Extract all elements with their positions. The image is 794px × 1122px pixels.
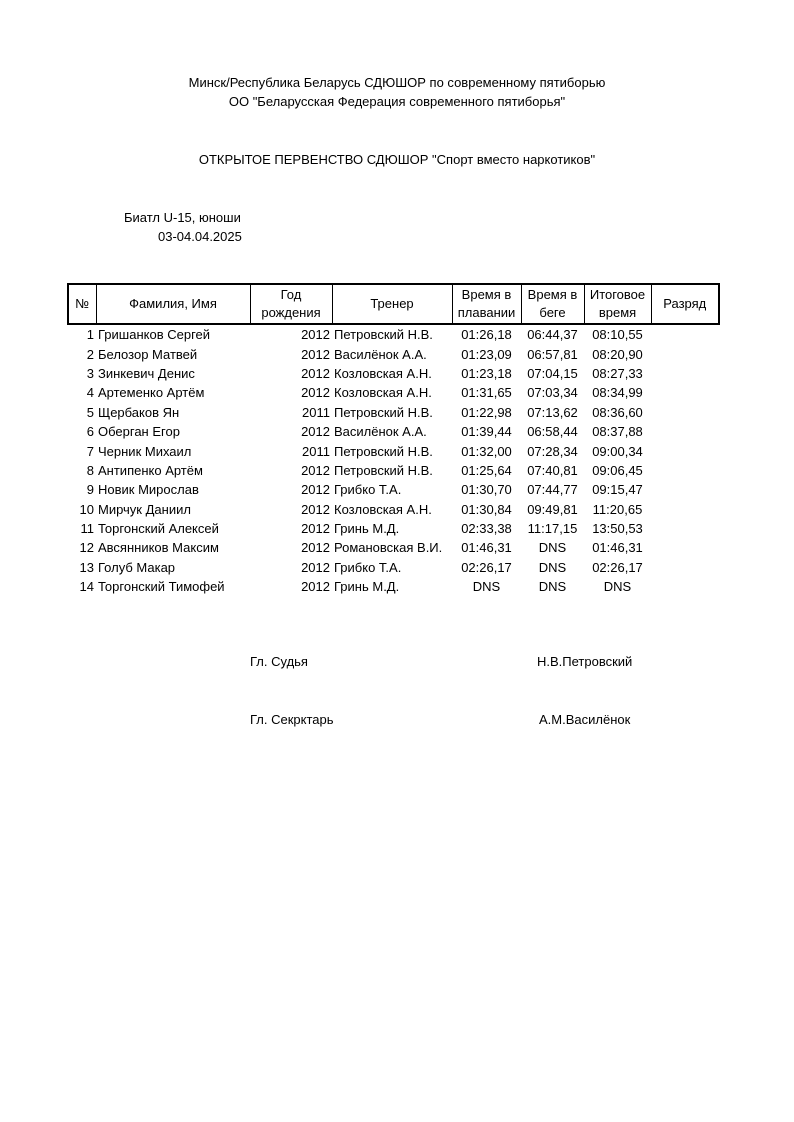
- cell-birth-year: 2012: [301, 540, 330, 556]
- cell-swim-time: 02:33,38: [461, 521, 512, 537]
- cell-num: 9: [86, 482, 94, 498]
- cell-birth-year: 2012: [301, 424, 330, 440]
- cell-run-time: 07:40,81: [527, 462, 578, 478]
- header-name: Фамилия, Имя: [96, 284, 250, 324]
- cell-run-time: 07:03,34: [527, 385, 578, 401]
- header-swim-time-line1: Время в: [461, 287, 512, 302]
- cell-name: Голуб Макар: [98, 559, 176, 575]
- cell-rank: [651, 344, 719, 363]
- cell-run-time: 07:04,15: [527, 365, 578, 381]
- cell-swim-time: 01:30,84: [461, 501, 512, 517]
- cell-name: Белозор Матвей: [98, 346, 198, 362]
- cell-rank: [651, 480, 719, 499]
- header-run-time-line1: Время в: [527, 287, 578, 302]
- cell-swim-time: 01:30,70: [461, 482, 512, 498]
- cell-swim-time: 02:26,17: [461, 559, 512, 575]
- cell-rank: [651, 461, 719, 480]
- cell-coach: Козловская А.Н.: [334, 365, 432, 381]
- cell-total-time: 08:37,88: [592, 424, 643, 440]
- cell-run-time: 07:13,62: [527, 404, 578, 420]
- cell-num: 5: [86, 404, 94, 420]
- cell-coach: Гринь М.Д.: [334, 521, 400, 537]
- organization-line-2: ОО "Беларусская Федерация современного пятиборья": [228, 94, 566, 109]
- cell-num: 2: [86, 346, 94, 362]
- cell-total-time: 08:10,55: [592, 327, 643, 343]
- cell-swim-time: DNS: [472, 579, 501, 595]
- cell-birth-year: 2012: [301, 579, 330, 595]
- cell-rank: [651, 364, 719, 383]
- cell-total-time: 09:00,34: [592, 443, 643, 459]
- chief-secretary-name: А.М.Василёнок: [539, 712, 631, 727]
- cell-total-time: 09:15,47: [592, 482, 643, 498]
- header-total-time-line1: Итоговое: [589, 287, 646, 302]
- cell-birth-year: 2012: [301, 482, 330, 498]
- event-dates: 03-04.04.2025: [158, 229, 242, 244]
- cell-rank: [651, 403, 719, 422]
- cell-name: Мирчук Даниил: [98, 501, 191, 517]
- cell-swim-time: 01:26,18: [461, 327, 512, 343]
- cell-run-time: 06:57,81: [527, 346, 578, 362]
- cell-birth-year: 2011: [302, 404, 330, 420]
- header-swim-time: [452, 284, 521, 324]
- cell-birth-year: 2012: [301, 327, 330, 343]
- cell-rank: [651, 519, 719, 538]
- cell-swim-time: 01:25,64: [461, 462, 512, 478]
- cell-num: 14: [79, 579, 94, 595]
- cell-run-time: DNS: [538, 579, 567, 595]
- header-coach: Тренер: [332, 284, 452, 324]
- cell-run-time: 11:17,15: [527, 521, 578, 537]
- cell-swim-time: 01:23,09: [461, 346, 512, 362]
- cell-coach: Петровский Н.В.: [334, 462, 433, 478]
- cell-swim-time: 01:32,00: [461, 443, 512, 459]
- table-row: [68, 480, 719, 499]
- cell-name: Гришанков Сергей: [98, 327, 211, 343]
- cell-birth-year: 2011: [302, 443, 330, 459]
- cell-total-time: 08:34,99: [592, 385, 643, 401]
- header-birth-year: [250, 284, 332, 324]
- cell-coach: Петровский Н.В.: [334, 404, 433, 420]
- cell-name: Антипенко Артём: [98, 462, 203, 478]
- cell-total-time: 13:50,53: [592, 521, 643, 537]
- cell-rank: [651, 577, 719, 596]
- cell-name: Черник Михаил: [98, 443, 192, 459]
- cell-name: Торгонский Алексей: [98, 521, 219, 537]
- table-row: [68, 577, 719, 596]
- table-row: [68, 324, 719, 344]
- organization-line-1: Минск/Республика Беларусь СДЮШОР по современному пятиборью: [188, 75, 606, 90]
- cell-swim-time: 01:31,65: [461, 385, 512, 401]
- header-num: №: [68, 284, 96, 324]
- cell-num: 7: [86, 443, 94, 459]
- chief-judge-title: Гл. Судья: [250, 654, 308, 669]
- chief-judge-name: Н.В.Петровский: [537, 654, 633, 669]
- cell-name: Оберган Егор: [98, 424, 180, 440]
- cell-total-time: 08:20,90: [592, 346, 643, 362]
- cell-total-time: 11:20,65: [592, 501, 643, 517]
- cell-birth-year: 2012: [301, 521, 330, 537]
- cell-swim-time: 01:22,98: [461, 404, 512, 420]
- cell-birth-year: 2012: [301, 501, 330, 517]
- cell-rank: [651, 558, 719, 577]
- cell-num: 1: [86, 327, 94, 343]
- results-table: [67, 283, 720, 596]
- cell-rank: [651, 383, 719, 402]
- cell-run-time: 06:58,44: [527, 424, 578, 440]
- cell-num: 10: [79, 501, 94, 517]
- cell-name: Артеменко Артём: [98, 385, 205, 401]
- cell-num: 3: [86, 365, 94, 381]
- cell-coach: Козловская А.Н.: [334, 385, 432, 401]
- cell-total-time: 02:26,17: [592, 559, 643, 575]
- table-row: [68, 422, 719, 441]
- cell-swim-time: 01:39,44: [461, 424, 512, 440]
- cell-rank: [651, 538, 719, 557]
- cell-rank: [651, 500, 719, 519]
- cell-num: 11: [80, 521, 94, 537]
- cell-rank: [651, 324, 719, 344]
- cell-birth-year: 2012: [301, 346, 330, 362]
- header-birth-year-line1: Год: [280, 287, 302, 302]
- header-run-time-line2: беге: [539, 305, 566, 320]
- cell-coach: Петровский Н.В.: [334, 327, 433, 343]
- cell-run-time: 09:49,81: [527, 501, 578, 517]
- chief-secretary-title: Гл. Секрктарь: [250, 712, 334, 727]
- cell-coach: Романовская В.И.: [334, 540, 443, 556]
- cell-name: Торгонский Тимофей: [98, 579, 225, 595]
- cell-birth-year: 2012: [301, 559, 330, 575]
- discipline-label: Биатл U-15, юноши: [124, 210, 241, 225]
- cell-run-time: 07:44,77: [527, 482, 578, 498]
- table-row: [68, 500, 719, 519]
- cell-coach: Василёнок А.А.: [334, 424, 427, 440]
- header-total-time: [584, 284, 651, 324]
- table-row: [68, 383, 719, 402]
- cell-num: 13: [79, 559, 94, 575]
- cell-coach: Гринь М.Д.: [334, 579, 400, 595]
- cell-run-time: 07:28,34: [527, 443, 578, 459]
- cell-coach: Грибко Т.А.: [334, 559, 402, 575]
- cell-birth-year: 2012: [301, 462, 330, 478]
- cell-swim-time: 01:46,31: [461, 540, 512, 556]
- table-row: [68, 403, 719, 422]
- cell-coach: Козловская А.Н.: [334, 501, 432, 517]
- table-row: [68, 519, 719, 538]
- header-total-time-line2: время: [598, 305, 637, 320]
- cell-birth-year: 2012: [301, 385, 330, 401]
- cell-num: 4: [86, 385, 94, 401]
- cell-run-time: 06:44,37: [527, 327, 578, 343]
- header-swim-time-line2: плавании: [457, 305, 516, 320]
- header-birth-year-line2: рождения: [261, 305, 321, 320]
- cell-total-time: 08:36,60: [592, 404, 643, 420]
- table-row: [68, 461, 719, 480]
- cell-rank: [651, 441, 719, 460]
- cell-swim-time: 01:23,18: [461, 365, 512, 381]
- cell-total-time: 09:06,45: [592, 462, 643, 478]
- table-row: [68, 558, 719, 577]
- cell-birth-year: 2012: [301, 365, 330, 381]
- cell-name: Новик Мирослав: [98, 482, 199, 498]
- table-row: [68, 344, 719, 363]
- event-title: ОТКРЫТОЕ ПЕРВЕНСТВО СДЮШОР "Спорт вместо наркотиков": [198, 152, 596, 167]
- table-header-row: [68, 284, 719, 324]
- cell-name: Зинкевич Денис: [98, 365, 195, 381]
- header-rank: Разряд: [651, 284, 719, 324]
- cell-run-time: DNS: [538, 540, 567, 556]
- cell-num: 8: [86, 462, 94, 478]
- cell-coach: Петровский Н.В.: [334, 443, 433, 459]
- table-row: [68, 441, 719, 460]
- cell-total-time: DNS: [603, 579, 632, 595]
- cell-coach: Василёнок А.А.: [334, 346, 427, 362]
- table-row: [68, 538, 719, 557]
- header-run-time: [521, 284, 584, 324]
- cell-coach: Грибко Т.А.: [334, 482, 402, 498]
- cell-num: 12: [79, 540, 94, 556]
- cell-total-time: 01:46,31: [592, 540, 643, 556]
- cell-run-time: DNS: [538, 559, 567, 575]
- table-row: [68, 364, 719, 383]
- cell-name: Авсянников Максим: [98, 540, 219, 556]
- cell-num: 6: [86, 424, 94, 440]
- cell-total-time: 08:27,33: [592, 365, 643, 381]
- cell-name: Щербаков Ян: [98, 404, 180, 420]
- cell-rank: [651, 422, 719, 441]
